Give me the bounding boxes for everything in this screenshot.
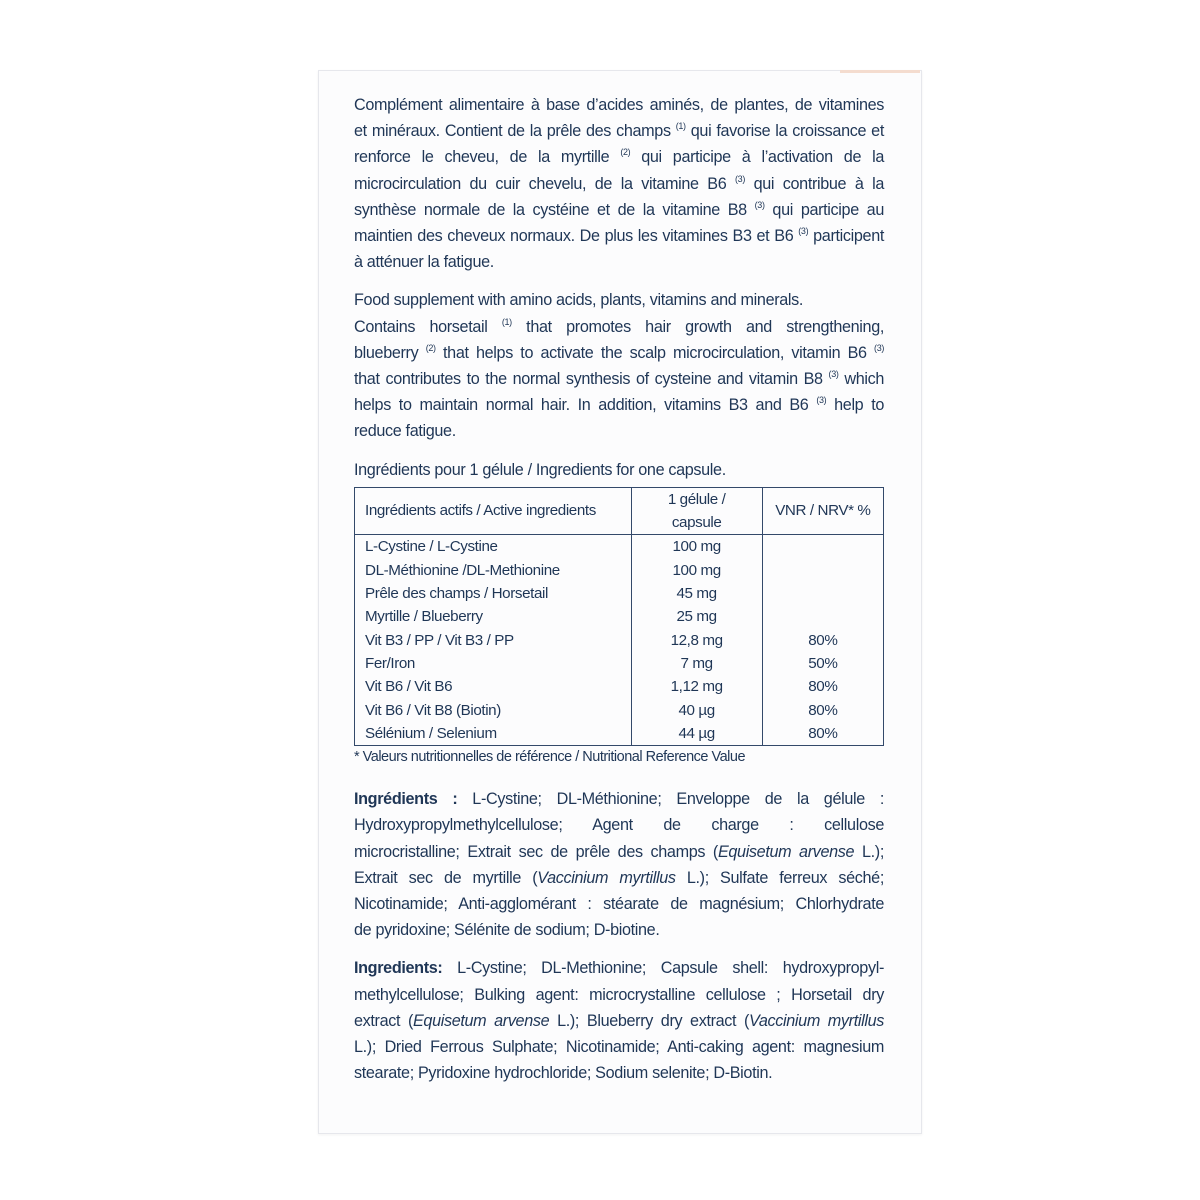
text-line: Contains horsetail $^{(1)}$ that promotes hair growth and strengthening, [354, 316, 884, 336]
footnote-ref: (3) [874, 342, 884, 353]
text-line: L.); Dried Ferrous Sulphate; Nicotinamide; Anti-caking agent: magnesium [354, 1037, 884, 1056]
table-row [355, 535, 884, 559]
cell-nrv: 80% [762, 675, 883, 698]
text-line: stearate; Pyridoxine hydrochloride; Sodium selenite; D-Biotin. [354, 1064, 773, 1083]
english-description [354, 287, 884, 444]
cell-ingredient: Vit B6 / Vit B8 (Biotin) [355, 699, 632, 722]
text-line: that contributes to the normal synthesis of cysteine and vitamin B8 $^{(3)}$ which [354, 369, 884, 389]
english-ingredients [354, 955, 884, 1086]
cell-amount: 7 mg [631, 652, 762, 675]
footnote-ref: (3) [735, 173, 745, 184]
text-line: Nicotinamide; Anti-agglomérant : stéarate de magnésium; Chlorhydrate [354, 894, 884, 913]
cell-amount: 100 mg [631, 535, 762, 559]
box-flap-edge [840, 70, 920, 73]
nutrition-table [354, 487, 884, 746]
table-row [355, 582, 884, 605]
footnote-ref: (1) [501, 316, 512, 327]
footnote-ref: (2) [425, 342, 436, 353]
cell-ingredient: Vit B6 / Vit B6 [355, 675, 632, 698]
text-line: reduce fatigue. [354, 422, 456, 441]
table-header-row [355, 487, 884, 535]
cell-ingredient: Fer/Iron [355, 652, 632, 675]
cell-nrv [762, 582, 883, 605]
text-line: de pyridoxine; Sélénite de sodium; D-biotine. [354, 921, 660, 940]
text-line: maintien des cheveux normaux. De plus les vitamines B3 et B6 $^{(3)}$ participent [354, 226, 884, 246]
header-per-capsule: 1 gélule / capsule [631, 487, 762, 535]
cell-amount: 12,8 mg [631, 629, 762, 652]
text-line: Complément alimentaire à base d’acides aminés, de plantes, de vitamines [354, 96, 884, 114]
nutrition-table-body [355, 535, 884, 746]
footnote-ref: (1) [675, 121, 686, 132]
ingredients-label: Ingredients: [354, 959, 443, 978]
cell-amount: 45 mg [631, 582, 762, 605]
footnote: * Valeurs nutritionnelles de référence / Nutritional Reference Value [354, 749, 746, 766]
text-line: synthèse normale de la cystéine et de la vitamine B8 $^{(3)}$ qui participe au [354, 199, 884, 219]
table-row [355, 605, 884, 628]
cell-nrv: 80% [762, 699, 883, 722]
cell-ingredient: Prêle des champs / Horsetail [355, 582, 632, 605]
text-line: Extrait sec de myrtille (Vaccinium myrtillus L.); Sulfate ferreux séché; [354, 868, 884, 887]
cell-nrv [762, 535, 883, 559]
header-nrv: VNR / NRV* % [762, 487, 883, 535]
footnote-ref: (3) [828, 369, 839, 380]
cell-nrv [762, 559, 883, 582]
table-row [355, 629, 884, 652]
cell-ingredient: DL-Méthionine /DL-Methionine [355, 559, 632, 582]
cell-amount: 100 mg [631, 559, 762, 582]
cell-amount: 1,12 mg [631, 675, 762, 698]
text-line: microcirculation du cuir chevelu, de la vitamine B6 $^{(3)}$ qui contribue à la [354, 173, 884, 193]
cell-nrv: 50% [762, 652, 883, 675]
cell-ingredient: L-Cystine / L-Cystine [355, 535, 632, 559]
cell-ingredient: Myrtille / Blueberry [355, 605, 632, 628]
french-description [354, 92, 884, 275]
cell-ingredient: Vit B3 / PP / Vit B3 / PP [355, 629, 632, 652]
text-line: methylcellulose; Bulking agent: microcrystalline cellulose ; Horsetail dry [354, 985, 884, 1004]
table-row [355, 675, 884, 698]
text-line: Hydroxypropylmethylcellulose; Agent de charge : cellulose [354, 816, 884, 835]
table-row [355, 722, 884, 746]
header-active-ingredients: Ingrédients actifs / Active ingredients [355, 487, 632, 535]
cell-amount: 25 mg [631, 605, 762, 628]
text-line: microcristalline; Extrait sec de prêle des champs (Equisetum arvense L.); [354, 842, 884, 861]
cell-ingredient: Sélénium / Selenium [355, 722, 632, 746]
text-line: renforce le cheveu, de la myrtille $^{(2)}$ qui participe à l’activation de la [354, 147, 884, 167]
text-line: helps to maintain normal hair. In addition, vitamins B3 and B6 $^{(3)}$ help to [354, 395, 884, 415]
table-row [355, 652, 884, 675]
ingredients-label: Ingrédients : [354, 790, 458, 809]
french-ingredients [354, 786, 884, 943]
footnote-ref: (2) [620, 147, 631, 158]
label-content [354, 92, 884, 1098]
cell-nrv: 80% [762, 629, 883, 652]
table-row [355, 559, 884, 582]
text-line: et minéraux. Contient de la prêle des champs $^{(1)}$ qui favorise la croissance et [354, 121, 884, 141]
cell-amount: 40 µg [631, 699, 762, 722]
table-intro: Ingrédients pour 1 gélule / Ingredients for one capsule. [354, 460, 726, 479]
footnote-ref: (3) [798, 226, 809, 237]
table-row [355, 699, 884, 722]
text-line: Ingrédients : L-Cystine; DL-Méthionine; Enveloppe de la gélule : [354, 790, 884, 809]
text-line: Ingredients: L-Cystine; DL-Methionine; Capsule shell: hydroxypropyl- [354, 959, 884, 978]
cell-nrv: 80% [762, 722, 883, 746]
text-line: extract (Equisetum arvense L.); Blueberry dry extract (Vaccinium myrtillus [354, 1011, 884, 1030]
cell-amount: 44 µg [631, 722, 762, 746]
footnote-ref: (3) [816, 395, 827, 406]
text-line: Food supplement with amino acids, plants, vitamins and minerals. [354, 291, 804, 310]
text-line: blueberry $^{(2)}$ that helps to activate the scalp microcirculation, vitamin B6 $^{(3)}$ [354, 342, 884, 362]
text-line: à atténuer la fatigue. [354, 253, 494, 272]
footnote-ref: (3) [754, 199, 765, 210]
cell-nrv [762, 605, 883, 628]
